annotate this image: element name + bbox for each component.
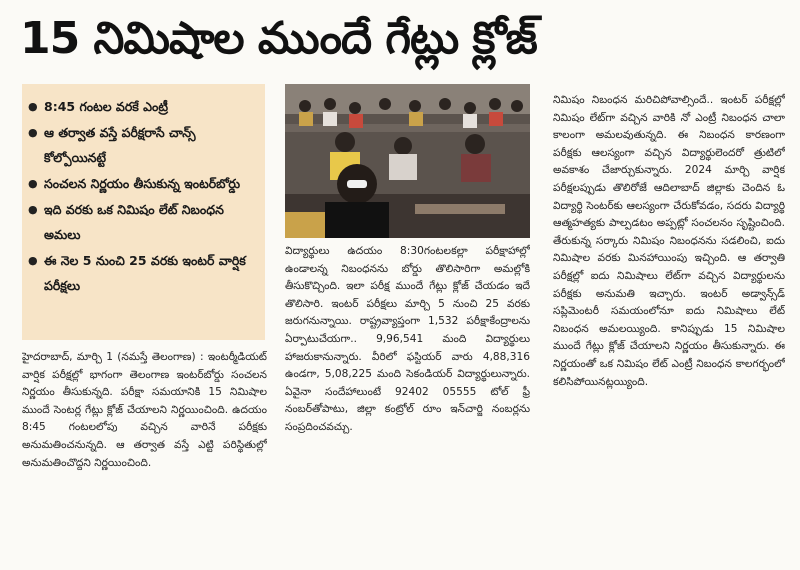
highlight-text: ఈ నెల 5 నుంచి 25 వరకు ఇంటర్ వార్షిక పరీక్షలు (44, 253, 246, 293)
highlight-item (28, 171, 259, 196)
bullet-icon: ● (28, 203, 38, 216)
bullet-icon: ● (28, 126, 38, 139)
highlight-text: 8:45 గంటల వరకే ఎంట్రీ (44, 99, 168, 114)
article-column-2 (285, 243, 530, 565)
article-column-1 (22, 349, 267, 563)
article-column-3 (553, 92, 785, 562)
article-paragraph: విద్యార్థులు ఉదయం 8:30గంటలకల్లా పరీక్షాహాల్లో ఉండాలన్న నిబంధనను బోర్డు తొలిసారిగా అమల్లోకి తీసుకొచ్చింది. ఇలా పరీక్ష ముందే గేట్లు క్లోజ్ చేయడం ఇదే తొలిసారి. ఇంటర్ పరీక్షలు మార్చి 5 నుంచి 25 వరకు జరుగనున్నాయి. రాష్ట్రవ్యాప్తంగా 1,532 పరీక్షాకేంద్రాలను ఏర్పాటుచేయగా.. 9,96,541 మంది విద్యార్థులు హాజరుకానున్నారు. వీరిలో ఫస్టియర్ వారు 4,88,316 ఉండగా, 5,08,225 మంది సెకండియర్ విద్యార్థులున్నారు. ఏవైనా సందేహాలుంటే 92402 05555 టోల్ ఫ్రీ నంబర్‌తోపాటు, జిల్లా కంట్రోల్ రూం ఇన్‌చార్జి నంబర్లను సంప్రదించవచ్చు. (285, 245, 530, 433)
highlight-text: ఇది వరకు ఒక నిమిషం లేట్ నిబంధన అమలు (44, 202, 224, 242)
headline: 15 నిమిషాల ముందే గేట్లు క్లోజ్ (20, 13, 537, 64)
highlight-text: సంచలన నిర్ణయం తీసుకున్న ఇంటర్‌బోర్డు (44, 176, 241, 191)
exam-hall-photo (285, 84, 530, 238)
highlight-item (28, 248, 259, 298)
highlight-text: ఆ తర్వాత వస్తే పరీక్షరాసే చాన్స్ కోల్పోయినట్టే (44, 125, 196, 165)
bullet-icon: ● (28, 254, 38, 267)
bullet-icon: ● (28, 100, 38, 113)
highlights-box (22, 84, 265, 340)
article-paragraph: హైదరాబాద్, మార్చి 1 (నమస్తే తెలంగాణ) : ఇంటర్మీడియట్ వార్షిక పరీక్షల్లో భాగంగా తెలంగాణ ఇంటర్‌బోర్డు సంచలన నిర్ణయం తీసుకున్నది. పరీక్షా సమయానికి 15 నిమిషాల ముందే సెంటర్ల గేట్లు క్లోజ్ చేయాలని నిర్ణయించింది. ఉదయం 8:45 గంటలలోపు వచ్చిన వారినే పరీక్షకు అనుమతించనున్నది. ఆ తర్వాత వస్తే ఎట్టి పరిస్థితుల్లో అనుమతించొద్దని నిర్ణయించింది. (22, 351, 267, 469)
highlight-item (28, 120, 259, 170)
highlight-item (28, 197, 259, 247)
bullet-icon: ● (28, 177, 38, 190)
students-photo-illustration (285, 84, 530, 238)
article-paragraph: నిమిషం నిబంధన మరిచిపోవాల్సిందే.. ఇంటర్ పరీక్షల్లో నిమిషం లేట్‌గా వచ్చిన వారికి నో ఎంట్రీ నిబంధన చాలా కాలంగా అమలవుతున్నది. ఈ నిబంధన కారణంగా పరీక్షకు ఆలస్యంగా వచ్చిన విద్యార్థులెందరో త్రుటిలో అవకాశం చేజార్చుకున్నారు. 2024 మార్చి వార్షిక పరీక్షలప్పుడు తొలిరోజే ఆదిలాబాద్ జిల్లాకు చెందిన ఓ విద్యార్థి సెంటర్‌కు ఆలస్యంగా చేరుకోవడం, సదరు విద్యార్థి ఆత్మహత్యకు పాల్పడటం అప్పట్లో సంచలనం సృష్టించింది. తేరుకున్న సర్కారు నిమిషం నిబంధనను సడలించి, ఐదు నిమిషాల వరకు మినహాయింపు ఇచ్చింది. ఆ తర్వాతి పరీక్షల్లో ఐదు నిమిషాలు లేట్‌గా వచ్చిన విద్యార్థులను పరీక్షకు అనుమతి ఇచ్చారు. ఇంటర్ అడ్వాన్స్‌డ్ సప్లిమెంటరీ సమయంలోనూ ఐదు నిమిషాలు లేట్ నిబంధన అమలయ్యింది. కానిప్పుడు 15 నిమిషాల ముందే గేట్లు క్లోజ్ చేయాలని నిర్ణయం తీసుకున్నారు. ఈ నిర్ణయంతో ఒక నిమిషం లేట్ ఎంట్రీ నిబంధన కాలగర్భంలో కలిసిపోయినట్లయ్యింది. (553, 94, 785, 388)
highlight-item (28, 94, 259, 119)
